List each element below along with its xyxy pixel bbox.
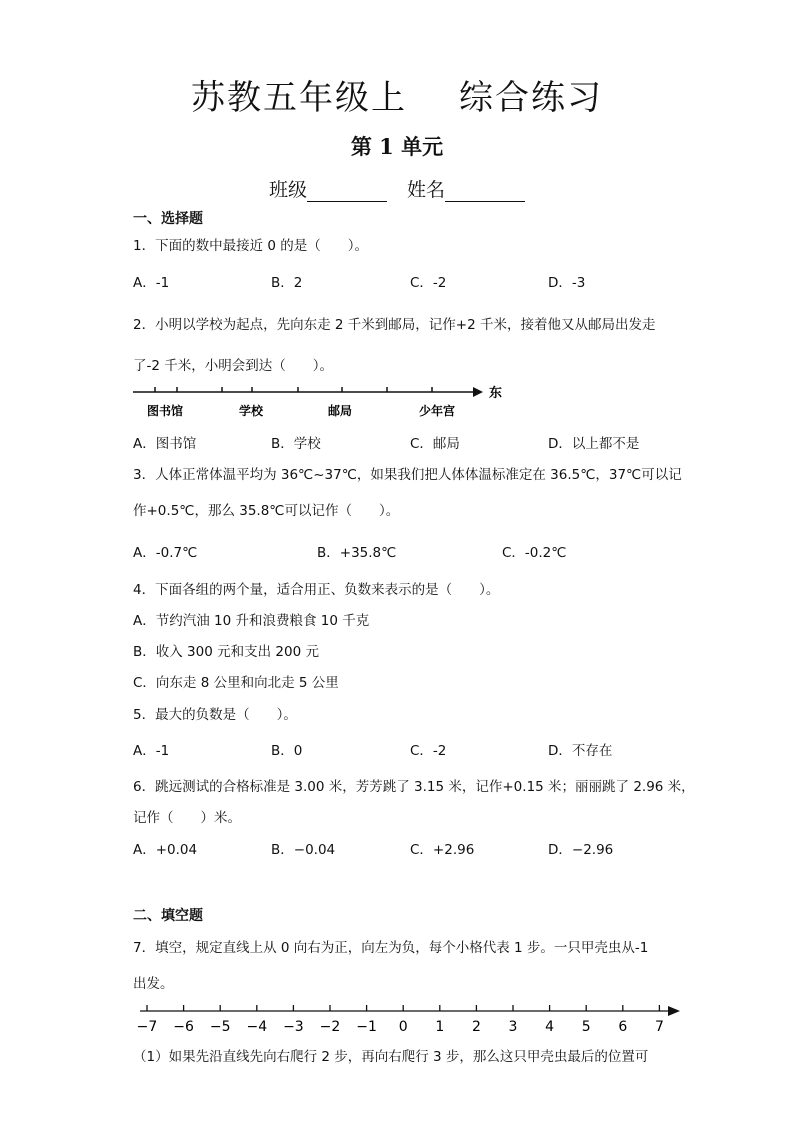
q7-line1: 7．填空，规定直线上从 0 向右为正，向左为负，每个小格代表 1 步。一只甲壳虫从-1 [133,940,649,956]
q5-option-a[interactable]: A．-1 [133,743,170,759]
class-name-line [0,175,794,202]
q3-option-c[interactable]: C．-0.2℃ [502,545,567,561]
q4-option-c[interactable]: C．向东走 8 公里和向北走 5 公里 [133,675,339,691]
name-label: 姓名 [407,179,446,201]
q5-text: 5．最大的负数是（ ）。 [133,707,297,723]
q7-tick-label: 6 [618,1019,628,1035]
q2-label-school: 学校 [238,404,264,418]
q7-tick-label: 3 [508,1019,518,1035]
q1-option-d[interactable]: D．-3 [548,275,586,291]
q2-line2: 了-2 千米，小明会到达（ ）。 [133,358,334,374]
q2-label-post-office: 邮局 [327,404,353,418]
q1-option-a[interactable]: A．-1 [133,275,170,291]
q7-tick-label: −2 [319,1019,341,1035]
q7-tick-label: −7 [136,1019,158,1035]
arrow-icon [668,1006,680,1016]
unit-label: 第 1 单元 [350,134,444,159]
q2-line1: 2．小明以学校为起点，先向东走 2 千米到邮局，记作+2 千米，接着他又从邮局出发走 [133,317,656,333]
q7-tick-label: 5 [581,1019,591,1035]
q7-tick-label: 7 [654,1019,664,1035]
name-blank[interactable] [445,183,525,202]
q2-number-line [125,378,525,426]
q6-option-b[interactable]: B．−0.04 [271,842,336,858]
q2-option-c[interactable]: C．邮局 [410,436,460,452]
q7-tick-label: 0 [398,1019,408,1035]
q3-line1: 3．人体正常体温平均为 36℃~37℃，如果我们把人体体温标准定在 36.5℃，37℃可以记 [133,467,682,483]
q2-direction-label: 东 [489,386,503,401]
q3-option-b[interactable]: B．+35.8℃ [317,545,397,561]
class-blank[interactable] [307,183,387,202]
q7-tick-label: 2 [471,1019,481,1035]
q6-line2: 记作（ ）米。 [133,810,241,826]
q7-tick-label: −5 [209,1019,231,1035]
q7-tick-label: −4 [246,1019,268,1035]
q2-option-b[interactable]: B．学校 [271,436,321,452]
page-title [0,70,794,119]
arrow-icon [473,387,483,397]
q7-tick-label: −6 [173,1019,194,1035]
q7-tick-label: 1 [435,1019,445,1035]
q7-tick-label: 4 [545,1019,555,1035]
class-label: 班级 [268,179,307,201]
section1-title: 一、选择题 [133,211,203,227]
q2-option-a[interactable]: A．图书馆 [133,436,197,452]
q3-option-a[interactable]: A．-0.7℃ [133,545,198,561]
q4-option-b[interactable]: B．收入 300 元和支出 200 元 [133,644,319,660]
q6-option-a[interactable]: A．+0.04 [133,842,198,858]
q2-option-d[interactable]: D．以上都不是 [548,436,640,452]
section2-title: 二、填空题 [133,908,203,924]
q1-text: 1．下面的数中最接近 0 的是（ ）。 [133,238,369,254]
title-right: 综合练习 [459,78,603,118]
title-left: 苏教五年级上 [191,78,407,118]
q6-option-c[interactable]: C．+2.96 [410,842,475,858]
q7-tick-label: −3 [283,1019,304,1035]
q3-line2: 作+0.5℃，那么 35.8℃可以记作（ ）。 [133,503,400,519]
q7-number-line [125,995,695,1037]
q7-ticks [137,1005,664,1035]
q5-option-b[interactable]: B．0 [271,743,303,759]
q2-label-youth-palace: 少年宫 [418,404,456,418]
q2-label-library: 图书馆 [146,404,184,418]
q7-sub1: （1）如果先沿直线先向右爬行 2 步，再向右爬行 3 步，那么这只甲壳虫最后的位置可 [133,1049,649,1065]
q6-line1: 6．跳远测试的合格标准是 3.00 米，芳芳跳了 3.15 米，记作+0.15 米；丽丽跳了 2.96 米， [133,779,695,795]
q7-tick-label: −1 [356,1019,377,1035]
q1-option-c[interactable]: C．-2 [410,275,447,291]
q7-line2: 出发。 [133,976,174,992]
q4-text: 4．下面各组的两个量，适合用正、负数来表示的是（ ）。 [133,582,500,598]
q6-option-d[interactable]: D．−2.96 [548,842,614,858]
q1-option-b[interactable]: B．2 [271,275,303,291]
q4-option-a[interactable]: A．节约汽油 10 升和浪费粮食 10 千克 [133,613,370,629]
q5-option-d[interactable]: D．不存在 [548,743,613,759]
q5-option-c[interactable]: C．-2 [410,743,447,759]
